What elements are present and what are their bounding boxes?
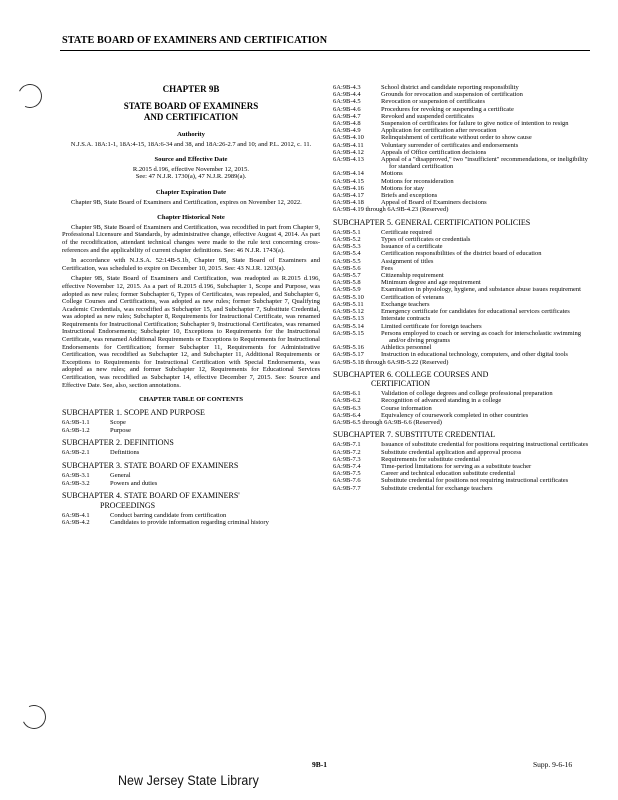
toc-entry [333, 315, 593, 322]
section-number: 6A:9B-4.1 [62, 511, 90, 519]
toc-list [62, 449, 320, 457]
section-title: Assignment of titles [381, 257, 434, 265]
section-number: 6A:9B-4.18 [333, 199, 364, 207]
section-number: 6A:9B-4.15 [333, 177, 364, 185]
section-title: Suspension of certificates for failure to give notice of intention to resign [381, 120, 569, 128]
authority-heading: Authority [177, 131, 205, 138]
section-number: 6A:9B-7.2 [333, 448, 361, 456]
section-title: Fees [381, 264, 393, 272]
section-number: 6A:9B-4.3 [333, 84, 361, 91]
subchapter-heading: SUBCHAPTER 7. SUBSTITUTE CREDENTIAL [333, 430, 496, 440]
left-column [62, 84, 320, 527]
source-heading: Source and Effective Date [154, 156, 228, 164]
section-title: Examination in physiology, hygiene, and substance abuse issues requirement [381, 286, 581, 294]
toc-list [62, 472, 320, 487]
subchapter-heading: SUBCHAPTER 6. COLLEGE COURSES AND [333, 369, 489, 379]
section-number: 6A:9B-7.5 [333, 470, 361, 478]
toc-entry [333, 397, 593, 404]
section-number: 6A:9B-4.7 [333, 112, 361, 120]
subchapter-heading: SUBCHAPTER 3. STATE BOARD OF EXAMINERS [62, 461, 239, 470]
section-number: 6A:9B-5.6 [333, 264, 361, 272]
section-title: Procedures for revoking or suspending a certificate [381, 105, 514, 113]
toc-entry [333, 390, 593, 397]
toc-entry [333, 330, 593, 344]
reserved-entry: 6A:9B-5.18 through 6A:9B-5.22 (Reserved) [333, 358, 449, 366]
toc-entry [333, 258, 593, 265]
section-number: 6A:9B-6.1 [333, 390, 361, 398]
chapter-number: CHAPTER 9B [162, 84, 220, 94]
toc-entry [62, 427, 320, 435]
section-title: Application for certification after revocation [381, 127, 497, 135]
section-title: Relinquishment of certificate without order to show cause [381, 134, 532, 142]
subchapter-heading: SUBCHAPTER 5. GENERAL CERTIFICATION POLICIES [333, 217, 531, 227]
section-title: Powers and duties [110, 479, 158, 487]
subchapter-heading-cont: PROCEEDINGS [100, 500, 156, 510]
section-title: Minimum degree and age requirement [381, 279, 481, 287]
section-number: 6A:9B-5.3 [333, 243, 361, 251]
reserved-entry: 6A:9B-6.5 through 6A:9B-6.6 (Reserved) [333, 418, 442, 426]
section-title: Types of certificates or credentials [381, 236, 471, 244]
toc-entry [333, 192, 593, 199]
toc-entry [62, 519, 320, 527]
section-title: Motions for stay [381, 184, 424, 192]
toc-entry [62, 472, 320, 480]
toc-entry [333, 106, 593, 113]
section-title: Certification of veterans [381, 293, 445, 301]
chapter-title-line1: STATE BOARD OF EXAMINERS [123, 101, 259, 111]
toc-entry [333, 142, 593, 149]
section-number: 6A:9B-4.11 [333, 141, 364, 149]
toc-entry [333, 456, 593, 463]
header-rule [60, 50, 590, 51]
section-number: 6A:9B-5.5 [333, 257, 361, 265]
section-title: Requirements for substitute credential [381, 455, 481, 463]
section-number: 6A:9B-4.16 [333, 184, 364, 192]
section-number: 6A:9B-3.2 [62, 479, 90, 487]
section-number: 6A:9B-5.8 [333, 279, 361, 287]
section-title: Substitute credential for exchange teachers [381, 484, 493, 492]
section-title: Instruction in educational technology, computers, and other digital tools [381, 351, 568, 359]
source-citation: See: 47 N.J.R. 1730(a), 47 N.J.R. 2989(a). [135, 173, 247, 181]
section-title: Issuance of a certificate [381, 243, 443, 251]
toc-entry [62, 480, 320, 488]
library-stamp: New Jersey State Library [118, 773, 259, 788]
section-number: 6A:9B-4.13 [333, 156, 364, 164]
section-number: 6A:9B-5.13 [333, 315, 364, 323]
toc-entry [333, 441, 593, 448]
section-number: 6A:9B-4.6 [333, 105, 361, 113]
section-title: Exchange teachers [381, 300, 430, 308]
section-title: Candidates to provide information regarding criminal history [110, 519, 269, 527]
section-title: Conduct barring candidate from certification [110, 511, 227, 519]
right-column [333, 84, 593, 492]
section-title: Motions for reconsideration [381, 177, 454, 185]
section-title: Appeal of Board of Examiners decisions [381, 199, 487, 207]
section-number: 6A:9B-4.2 [62, 519, 90, 527]
section-number: 6A:9B-5.7 [333, 272, 361, 280]
toc-entry [333, 308, 593, 315]
subchapter-heading: SUBCHAPTER 1. SCOPE AND PURPOSE [62, 407, 205, 417]
toc-list [333, 229, 593, 359]
section-title: Limited certificate for foreign teachers [381, 322, 482, 330]
section-number: 6A:9B-5.16 [333, 344, 364, 352]
toc-entry [333, 113, 593, 120]
section-title: School district and candidate reporting responsibility [381, 84, 519, 91]
expiration-heading: Chapter Expiration Date [155, 188, 227, 196]
section-number: 6A:9B-4.4 [333, 91, 361, 99]
section-number: 6A:9B-7.7 [333, 484, 361, 492]
section-title: Substitute credential application and approval process [381, 448, 522, 456]
section-title: Appeal of a "disapproved," two "insufficient" recommendations, or ineligibility for standard certification [381, 156, 588, 171]
toc-entry [333, 98, 593, 105]
toc-entry [62, 419, 320, 427]
toc-entry [333, 405, 593, 412]
toc-entry [333, 463, 593, 470]
toc-heading: CHAPTER TABLE OF CONTENTS [138, 396, 244, 404]
toc-entry [333, 236, 593, 243]
section-number: 6A:9B-7.3 [333, 455, 361, 463]
toc-entry [333, 134, 593, 141]
section-number: 6A:9B-5.4 [333, 250, 361, 258]
toc-entry [333, 272, 593, 279]
authority-text: N.J.S.A. 18A:1-1, 18A:4-15, 18A:6-34 and 38, and 18A:26-2.7 and 10; and P.L. 2012, c. 11. [70, 140, 312, 148]
section-number: 6A:9B-4.12 [333, 148, 364, 156]
section-title: Briefs and exceptions [381, 192, 438, 200]
toc-entry [333, 156, 593, 170]
subchapter-heading: SUBCHAPTER 4. STATE BOARD OF EXAMINERS' [62, 491, 240, 501]
section-number: 6A:9B-5.15 [333, 329, 364, 337]
section-title: Time-period limitations for serving as a substitute teacher [381, 462, 532, 470]
toc-entry [62, 512, 320, 520]
toc-entry [333, 286, 593, 293]
toc-entry [333, 185, 593, 192]
subchapter-heading: SUBCHAPTER 2. DEFINITIONS [62, 438, 174, 448]
section-number: 6A:9B-5.9 [333, 286, 361, 294]
toc-entry [333, 243, 593, 250]
section-title: Validation of college degrees and college professional preparation [381, 390, 553, 398]
toc-entry [333, 250, 593, 257]
section-title: Issuance of substitute credential for positions requiring instructional certificates [381, 441, 589, 449]
section-number: 6A:9B-4.8 [333, 120, 361, 128]
section-number: 6A:9B-6.2 [333, 397, 361, 405]
expiration-text: Chapter 9B, State Board of Examiners and Certification, expires on November 12, 2022. [71, 198, 302, 206]
section-title: Appeals of Office certification decisions [381, 148, 487, 156]
section-number: 6A:9B-1.2 [62, 426, 90, 434]
toc-list [62, 419, 320, 434]
section-title: Emergency certificate for candidates for educational services certificates [381, 308, 570, 316]
section-title: Definitions [110, 449, 140, 457]
history-paragraph: In accordance with N.J.S.A. 52:14B-5.1b, Chapter 9B, State Board of Examiners and Certification, was scheduled to expire on December 10, 2015. See: 43 N.J.R. 1203(a). [62, 257, 320, 272]
section-title: Interstate contracts [381, 315, 431, 323]
history-paragraph: Chapter 9B, State Board of Examiners and Certification, was recodified in part from Chapter 9, Professional Licensure and Standards, by administrative change, effective August 4, 2014. As part of the recodification, attendant technical changes were made to the rule text concerning cross-references and the applicability of current chapter definitions. See: 46 N.J.R. 1743(a). [62, 223, 320, 254]
section-number: 6A:9B-7.6 [333, 477, 361, 485]
section-title: Substitute credential for positions not requiring instructional certificates [381, 477, 569, 485]
section-number: 6A:9B-4.9 [333, 127, 361, 135]
section-number: 6A:9B-6.4 [333, 411, 361, 419]
section-title: Certification responsibilities of the district board of education [381, 250, 542, 258]
section-title: Career and technical education substitute credential [381, 470, 516, 478]
toc-entry [333, 127, 593, 134]
toc-entry [333, 294, 593, 301]
section-title: Equivalency of coursework completed in other countries [381, 411, 529, 419]
section-number: 6A:9B-3.1 [62, 472, 90, 480]
section-number: 6A:9B-5.10 [333, 293, 364, 301]
toc-entry [333, 229, 593, 236]
section-title: Citizenship requirement [381, 272, 444, 280]
toc-entry [333, 120, 593, 127]
section-number: 6A:9B-7.4 [333, 462, 361, 470]
section-number: 6A:9B-4.14 [333, 170, 364, 178]
section-number: 6A:9B-5.2 [333, 236, 361, 244]
section-title: Grounds for revocation and suspension of certification [381, 91, 523, 99]
toc-entry [333, 485, 593, 492]
section-title: Purpose [110, 426, 131, 434]
reserved-entry: 6A:9B-4.19 through 6A:9B-4.23 (Reserved) [333, 206, 449, 214]
toc-entry [333, 149, 593, 156]
section-number: 6A:9B-2.1 [62, 449, 90, 457]
history-heading: Chapter Historical Note [157, 214, 225, 222]
toc-entry [62, 449, 320, 457]
toc-list [333, 84, 593, 206]
toc-entry [333, 199, 593, 206]
section-number: 6A:9B-5.1 [333, 228, 361, 236]
toc-entry [333, 323, 593, 330]
section-number: 6A:9B-4.5 [333, 98, 361, 106]
toc-list [62, 512, 320, 527]
toc-entry [333, 91, 593, 98]
toc-entry [333, 170, 593, 177]
toc-entry [333, 470, 593, 477]
toc-entry [333, 301, 593, 308]
section-number: 6A:9B-7.1 [333, 441, 361, 449]
subchapter-heading-cont: CERTIFICATION [371, 378, 431, 388]
section-number: 6A:9B-6.3 [333, 404, 361, 412]
toc-entry [333, 412, 593, 419]
toc-entry [333, 265, 593, 272]
section-title: Revoked and suspended certificates [381, 112, 474, 120]
toc-entry [333, 178, 593, 185]
section-title: Scope [110, 419, 126, 427]
section-number: 6A:9B-5.14 [333, 322, 364, 330]
punch-hole-icon [15, 81, 46, 112]
source-text: R.2015 d.196, effective November 12, 2015. [132, 165, 250, 173]
section-title: Athletics personnel [381, 344, 432, 352]
section-title: Motions [381, 170, 403, 178]
section-number: 6A:9B-5.12 [333, 308, 364, 316]
section-title: Voluntary surrender of certificates and endorsements [381, 141, 519, 149]
section-number: 6A:9B-4.17 [333, 192, 364, 200]
section-title: General [110, 472, 131, 480]
toc-list [333, 441, 593, 491]
running-head: STATE BOARD OF EXAMINERS AND CERTIFICATION [62, 35, 328, 46]
toc-entry [333, 449, 593, 456]
toc-entry [333, 344, 593, 351]
section-number: 6A:9B-1.1 [62, 419, 90, 427]
section-number: 6A:9B-5.17 [333, 351, 364, 359]
supplement-date: Supp. 9-6-16 [533, 760, 573, 769]
chapter-title-line2: AND CERTIFICATION [143, 112, 239, 122]
toc-entry [333, 351, 593, 358]
section-title: Recognition of advanced standing in a college [381, 397, 502, 405]
punch-hole-icon [19, 702, 50, 733]
toc-entry [333, 84, 593, 91]
section-title: Revocation or suspension of certificates [381, 98, 485, 106]
history-paragraph: Chapter 9B, State Board of Examiners and Certification, was readopted as R.2015 d.196, effective November 12, 2015. As a part of R.2015 d.196, Subchapter 1, Scope and Purpose, was adopted as new rules; former Subchapter 6, Types of Certificates, was repealed, and Subchapter 6, College Courses and Certifications, was adopted as new rules; former Subchapter 7, Qualifying Academic Credentials, was recodified as Subchapter 15, and Subchapter 7, Substitute Credential, was adopted as new rules; Subchapter 8, Requirements for Instructional Certificate, was renamed Requirements for Instructional Certification; Subchapter 9, Instructional Certificates, was renamed Instructional Endorsements; Subchapter 10, Exceptions to Requirements for the Instructional Certificate, was renamed Additional Requirements or Exceptions to Requirements for Instructional Endorsements for Certification; former Subchapter 11, Requirements for Administrative Certification, was recodified as Subchapter 12, and Subchapter 11, Additional Requirements or Exceptions to Requirements for Instructional Certification with Special Endorsements, was adopted as new rules; and former Subchapter 12, Requirements for Educational Services Certification, was recodified as Subchapter 14, effective December 7, 2015. See: Source and Effective Date. See, also, section annotations. [62, 275, 320, 389]
toc-entry [333, 279, 593, 286]
section-title: Course information [381, 404, 432, 412]
section-title: Persons employed to coach or serving as coach for interscholastic swimming and/or diving programs [381, 329, 582, 344]
toc-entry [333, 477, 593, 484]
section-number: 6A:9B-4.10 [333, 134, 364, 142]
toc-list [333, 390, 593, 419]
page-number: 9B-1 [312, 760, 327, 769]
section-number: 6A:9B-5.11 [333, 300, 364, 308]
section-title: Certificate required [381, 228, 432, 236]
